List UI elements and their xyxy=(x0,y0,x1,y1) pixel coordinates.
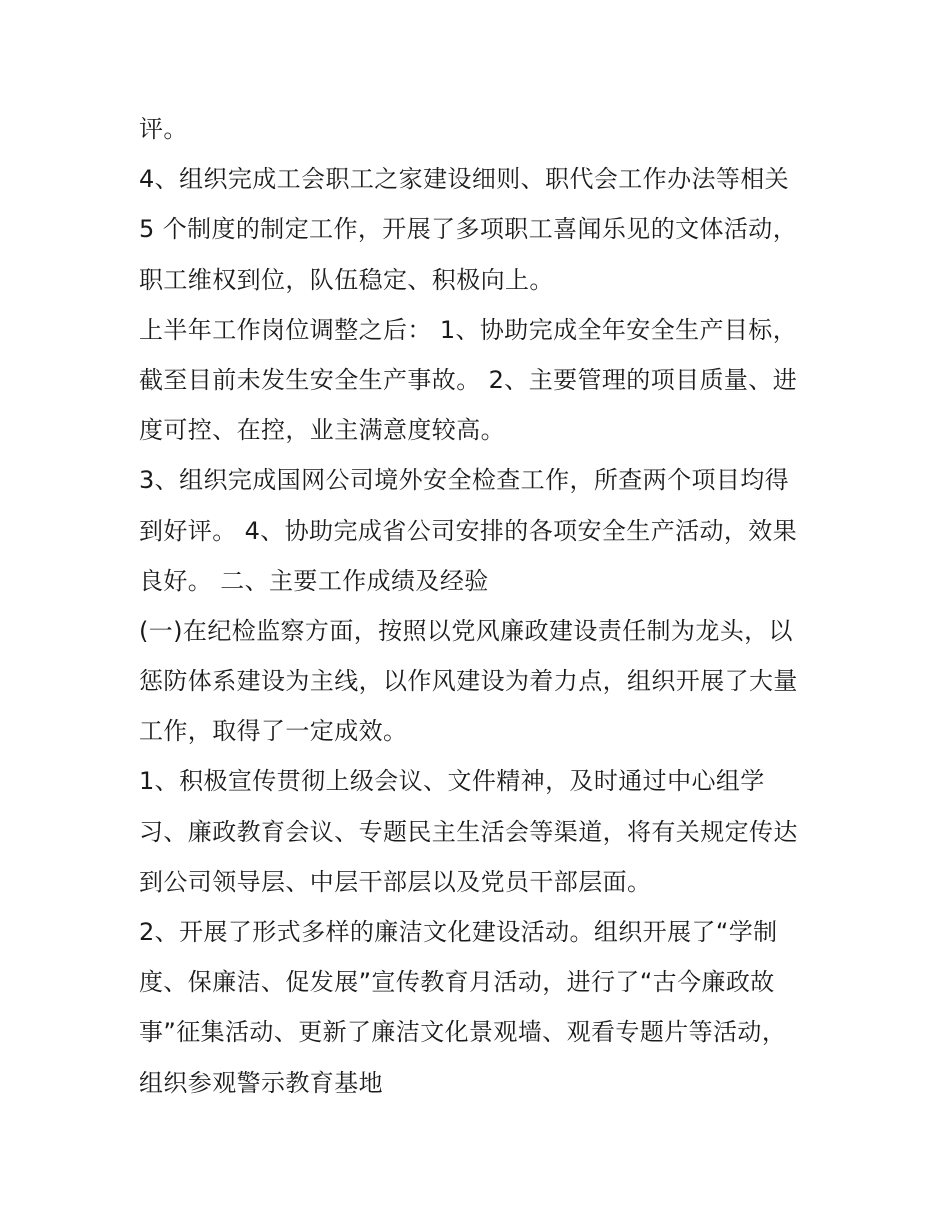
text-line: (一)在纪检监察方面，按照以党风廉政建设责任制为龙头，以 xyxy=(139,616,793,645)
text-line: 评。 xyxy=(139,115,188,143)
text-line: 5 个制度的制定工作，开展了多项职工喜闻乐见的文体活动， xyxy=(139,215,798,244)
text-line: 到公司领导层、中层干部层以及党员干部层面。 xyxy=(139,867,652,896)
text-line: 习、廉政教育会议、专题民主生活会等渠道，将有关规定传达 xyxy=(139,817,798,846)
text-line: 度可控、在控，业主满意度较高。 xyxy=(139,416,505,445)
text-line: 截至目前未发生安全生产事故。 2、主要管理的项目质量、进 xyxy=(139,365,798,394)
text-line: 惩防体系建设为主线，以作风建设为着力点，组织开展了大量 xyxy=(139,667,798,696)
text-line: 度、保廉洁、促发展”宣传教育月活动，进行了“古今廉政故 xyxy=(139,968,775,997)
text-line: 工作，取得了一定成效。 xyxy=(139,717,408,746)
text-line: 4、组织完成工会职工之家建设细则、职代会工作办法等相关 xyxy=(139,165,790,194)
text-line: 2、开展了形式多样的廉洁文化建设活动。组织开展了“学制 xyxy=(139,918,778,946)
text-line: 3、组织完成国网公司境外安全检查工作，所查两个项目均得 xyxy=(139,466,790,495)
text-line: 到好评。 4、协助完成省公司安排的各项安全生产活动，效果 xyxy=(139,516,798,545)
text-line: 1、积极宣传贯彻上级会议、文件精神，及时通过中心组学 xyxy=(139,767,765,796)
text-line: 职工维权到位，队伍稳定、积极向上。 xyxy=(139,265,554,294)
text-line: 上半年工作岗位调整之后： 1、协助完成全年安全生产目标， xyxy=(139,315,798,344)
text-line: 良好。 二、主要工作成绩及经验 xyxy=(139,566,489,595)
document-body xyxy=(139,104,819,1108)
text-line: 组织参观警示教育基地 xyxy=(139,1068,383,1097)
text-line: 事”征集活动、更新了廉洁文化景观墙、观看专题片等活动， xyxy=(139,1018,787,1047)
